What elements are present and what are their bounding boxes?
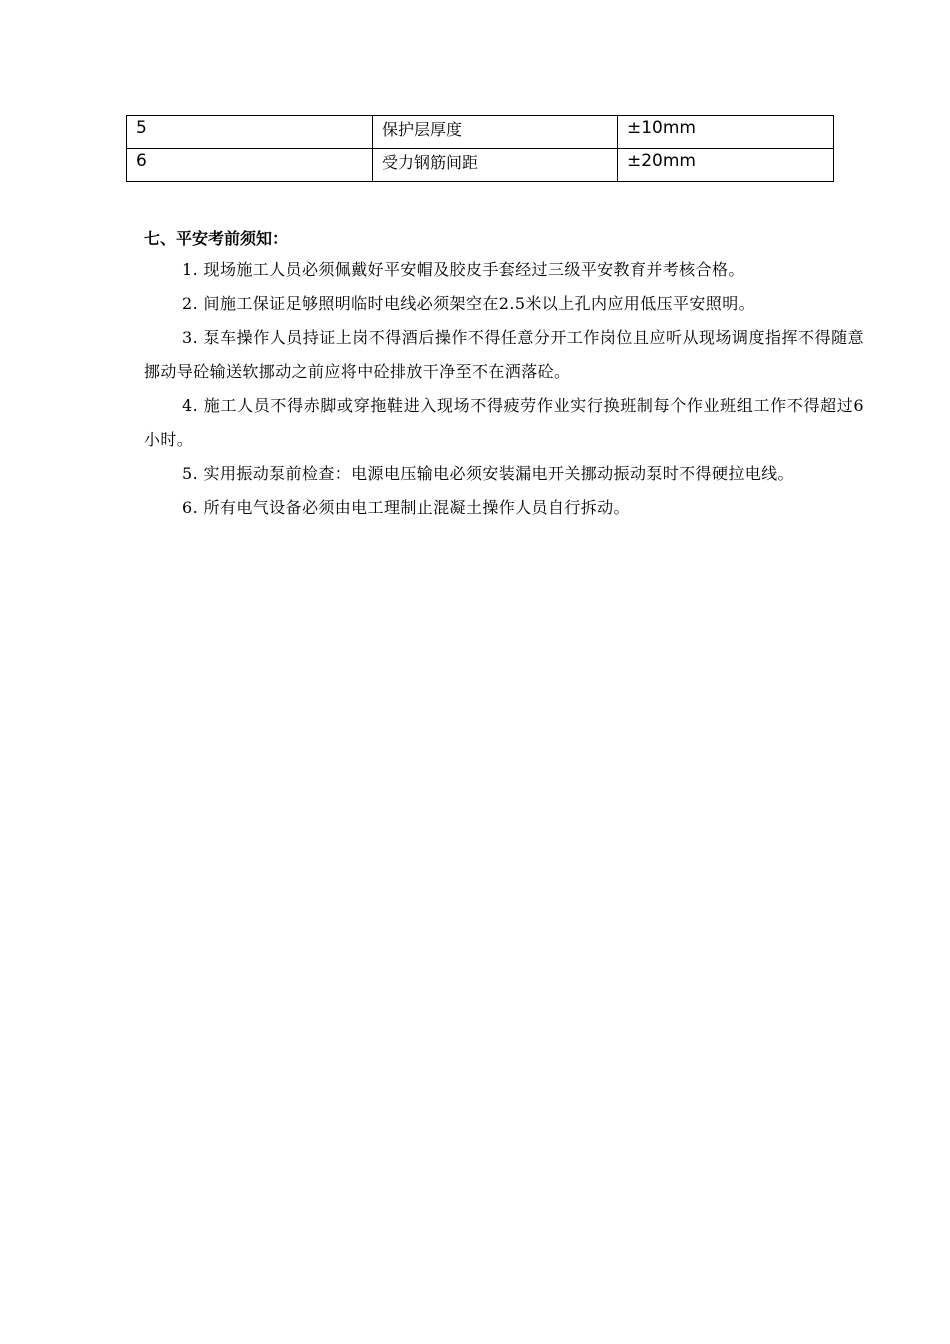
row-number: 5 — [127, 116, 373, 149]
section-heading: 七、平安考前须知： — [144, 229, 289, 248]
safety-item: 4. 施工人员不得赤脚或穿拖鞋进入现场不得疲劳作业实行换班制每个作业班组工作不得超过6小时。 — [144, 396, 864, 449]
tolerance-table — [126, 115, 834, 182]
row-tolerance: ±20mm — [618, 149, 834, 182]
row-tolerance: ±10mm — [618, 116, 834, 149]
safety-item: 3. 泵车操作人员持证上岗不得酒后操作不得任意分开工作岗位且应听从现场调度指挥不得随意挪动导砼输送软挪动之前应将中砼排放干净至不在洒落砼。 — [144, 328, 864, 381]
safety-item: 5. 实用振动泵前检查：电源电压输电必须安装漏电开关挪动振动泵时不得硬拉电线。 — [182, 464, 794, 483]
safety-item: 2. 间施工保证足够照明临时电线必须架空在2.5米以上孔内应用低压平安照明。 — [182, 294, 755, 313]
row-item: 保护层厚度 — [373, 116, 618, 149]
row-item: 受力钢筋间距 — [373, 149, 618, 182]
row-number: 6 — [127, 149, 373, 182]
safety-item: 1. 现场施工人员必须佩戴好平安帽及胶皮手套经过三级平安教育并考核合格。 — [182, 260, 745, 279]
table-row — [127, 116, 834, 149]
table-row — [127, 149, 834, 182]
safety-item: 6. 所有电气设备必须由电工理制止混凝土操作人员自行拆动。 — [182, 498, 630, 517]
safety-notes-section — [144, 227, 864, 525]
